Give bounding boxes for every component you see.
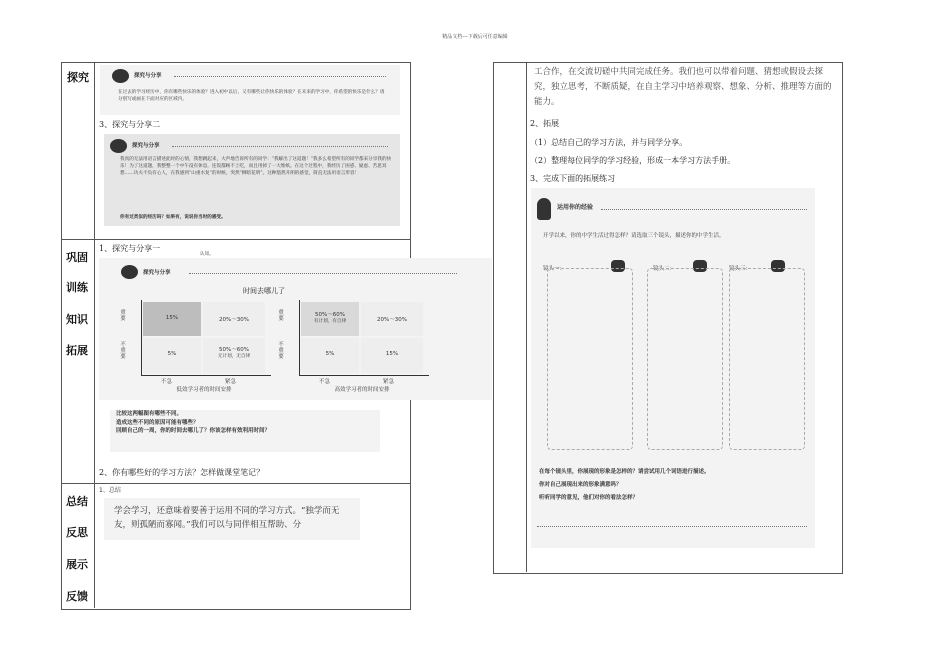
cell-value: 15% (165, 315, 179, 321)
chart-left-xlabel-right: 紧急 (225, 379, 237, 385)
exercise-question-1: 在每个镜头里，你展现的形象是怎样的？请尝试用几个词语进行描述。 (539, 469, 710, 475)
label-consolidate-4: 拓展 (66, 344, 88, 357)
chart-right-caption: 高效学习者的时间安排 (334, 387, 390, 393)
exercise-question-3: 听听同学的意见，他们对你的看法怎样？ (539, 495, 639, 501)
exercise-prompt: 开学以来，你的中学生活过得怎样？请选取三个镜头，描述你的中学生活。 (543, 233, 725, 239)
left-table-divider (94, 62, 95, 608)
shot-1-label: 镜头一： (543, 266, 566, 272)
cell-value: 20%～30% (377, 317, 407, 323)
shot-1-box (547, 268, 633, 450)
chart-right-ylabel-top: 重要 (278, 310, 284, 323)
time-chart-scan (99, 258, 492, 400)
chart-left-xlabel-left: 不急 (161, 379, 173, 385)
row-divider-2 (61, 483, 410, 484)
time-question-3: 回顾自己的一周，你的时间去哪儿了？你该怎样有效利用时间？ (116, 428, 271, 435)
label-summary-2: 反思 (66, 526, 88, 539)
time-share-dotted-rule (189, 273, 457, 274)
time-share-badge-icon (121, 265, 138, 279)
exercise-mascot-icon (537, 198, 551, 220)
chart-right-xlabel-right: 紧急 (383, 379, 395, 385)
summary-text: 学会学习，还意味着要善于运用不同的学习方式。“独学而无友，则孤陋而寡闻。”我们可以与同伴相互帮助、分 (114, 506, 340, 531)
expand-item-2: （2）整理每位同学的学习经验，形成一本学习方法手册。 (530, 156, 736, 165)
right-table-divider (526, 62, 527, 572)
label-consolidate-1: 巩固 (66, 251, 88, 264)
right-top-text: 工合作，在交流切磋中共同完成任务。我们也可以带着问题、猜想或假设去探究，独立思考，不断质疑，在自主学习中培养观察、想象、分析、推理等方面的能力。 (534, 67, 832, 107)
share2-title: 探究与分享 (132, 143, 160, 149)
chart-left-cell-important-urgent (203, 302, 265, 336)
time-questions-scan (110, 410, 380, 452)
cell-note: 有计划，有自律 (313, 319, 347, 324)
chart-left-cell-notImportant-urgent (203, 338, 265, 373)
time-chart-title: 时间去哪儿了 (243, 287, 285, 295)
time-question-1: 比较这两幅图有哪些不同。 (116, 411, 183, 417)
chart-left (119, 300, 279, 393)
chart-left-cell-notImportant-notUrgent (143, 338, 201, 373)
label-explore: 探究 (67, 71, 89, 84)
chart-left-ylabel-top: 重要 (120, 310, 126, 323)
explore-q2: 你有过类似的经历吗？如果有，说说你当时的感受。 (120, 215, 226, 220)
exercise-question-2: 你对自己展现出来的形象满意吗？ (539, 482, 622, 488)
cell-value: 5% (167, 351, 177, 357)
exercise-dotted-rule (601, 209, 807, 210)
explore-scan-2 (104, 134, 400, 226)
chart-left-caption: 低效学习者的时间安排 (176, 387, 232, 393)
chart-right-cell-notImportant-urgent (361, 338, 423, 373)
cell-value: 5% (325, 351, 335, 357)
practice-heading: 3、完成下面的拓展练习 (530, 174, 616, 183)
shot-3-box (729, 268, 805, 450)
header-note: 精品文档---下载后可任意编辑 (442, 34, 508, 40)
cell-value: 50%～60% (315, 312, 345, 318)
time-question-2: 造成这些不同的原因可能有哪些？ (116, 419, 199, 426)
cell-value: 20%～30% (219, 317, 249, 323)
share-dotted-rule (174, 76, 386, 77)
chart-right-cell-important-notUrgent (301, 302, 359, 336)
chart-right-xlabel-left: 不急 (319, 379, 331, 385)
section-3-heading: 3、探究与分享二 (99, 120, 161, 129)
consolidate-item-2: 2、你有哪些好的学习方法？怎样做课堂笔记？ (99, 468, 265, 477)
chart-left-y-axis (141, 300, 142, 375)
cell-value: 50%～60% (219, 347, 249, 353)
exercise-bottom-rule (537, 526, 807, 527)
time-share-title: 探究与分享 (143, 270, 171, 276)
shot-2-label: 镜头二： (653, 266, 676, 272)
summary-item-1: 1、总结 (99, 487, 121, 494)
chart-right-cell-notImportant-notUrgent (301, 338, 359, 373)
label-consolidate-3: 知识 (66, 313, 88, 326)
explore-passage: 我真的无法用语言描述此时的心情，我想跳起来，大声地告诉所有的同学：“我解出了这道题！”我多么希望所有的同学都来分享我的快乐！为了这道题，我整整一个中午没有休息，连饭都顾不上吃，而且用掉了一大堆纸。在这个过程中，我经历了困惑、疑虑、苦思冥想……功夫不负有心人，在我感到“山重水复”的时候，突然“柳暗花明”。这种豁然开朗的感觉，简直无法用语言形容！ (120, 157, 392, 177)
label-summary-4: 反馈 (66, 590, 88, 603)
exercise-scan (531, 188, 815, 548)
chart-right-y-axis (299, 300, 300, 375)
chart-right-ylabel-bottom: 不重要 (278, 342, 284, 361)
share-title: 探究与分享 (134, 73, 162, 79)
chart-left-cell-important-notUrgent (143, 302, 201, 336)
shot-2-box (647, 268, 723, 450)
share-badge-icon (112, 69, 129, 83)
label-summary-3: 展示 (66, 558, 88, 571)
expand-item-1: （1）总结自己的学习方法，并与同学分享。 (530, 138, 688, 147)
chart-left-x-axis (141, 375, 271, 376)
cell-note: 无计划，无自律 (217, 354, 251, 359)
consolidate-cut-text: 认知。 (200, 252, 214, 257)
shot-3-label: 镜头三： (729, 266, 752, 272)
chart-right-cell-important-urgent (361, 302, 423, 336)
exercise-title: 运用你的经验 (557, 204, 594, 211)
label-summary-1: 总结 (66, 495, 88, 508)
expand-heading: 2、拓展 (530, 119, 560, 128)
chart-right-x-axis (299, 375, 429, 376)
summary-scan (104, 498, 360, 540)
row-divider-1 (61, 239, 410, 240)
chart-right (277, 300, 437, 393)
cell-value: 15% (385, 351, 399, 357)
explore-scan-1 (100, 65, 400, 115)
share2-badge-icon (110, 139, 127, 153)
chart-left-ylabel-bottom: 不重要 (120, 342, 126, 361)
consolidate-item-1: 1、探究与分享一 (99, 244, 161, 253)
explore-q1: 在过去的学习经历中，你有哪些快乐的体验？进入初中以后，又有哪些让你快乐的体验？在未来的学习中，你希望的快乐是什么？请分别写或画在下面对应的区域内。 (118, 90, 385, 103)
label-consolidate-2: 训练 (66, 281, 88, 294)
share2-dotted-rule (172, 146, 388, 147)
